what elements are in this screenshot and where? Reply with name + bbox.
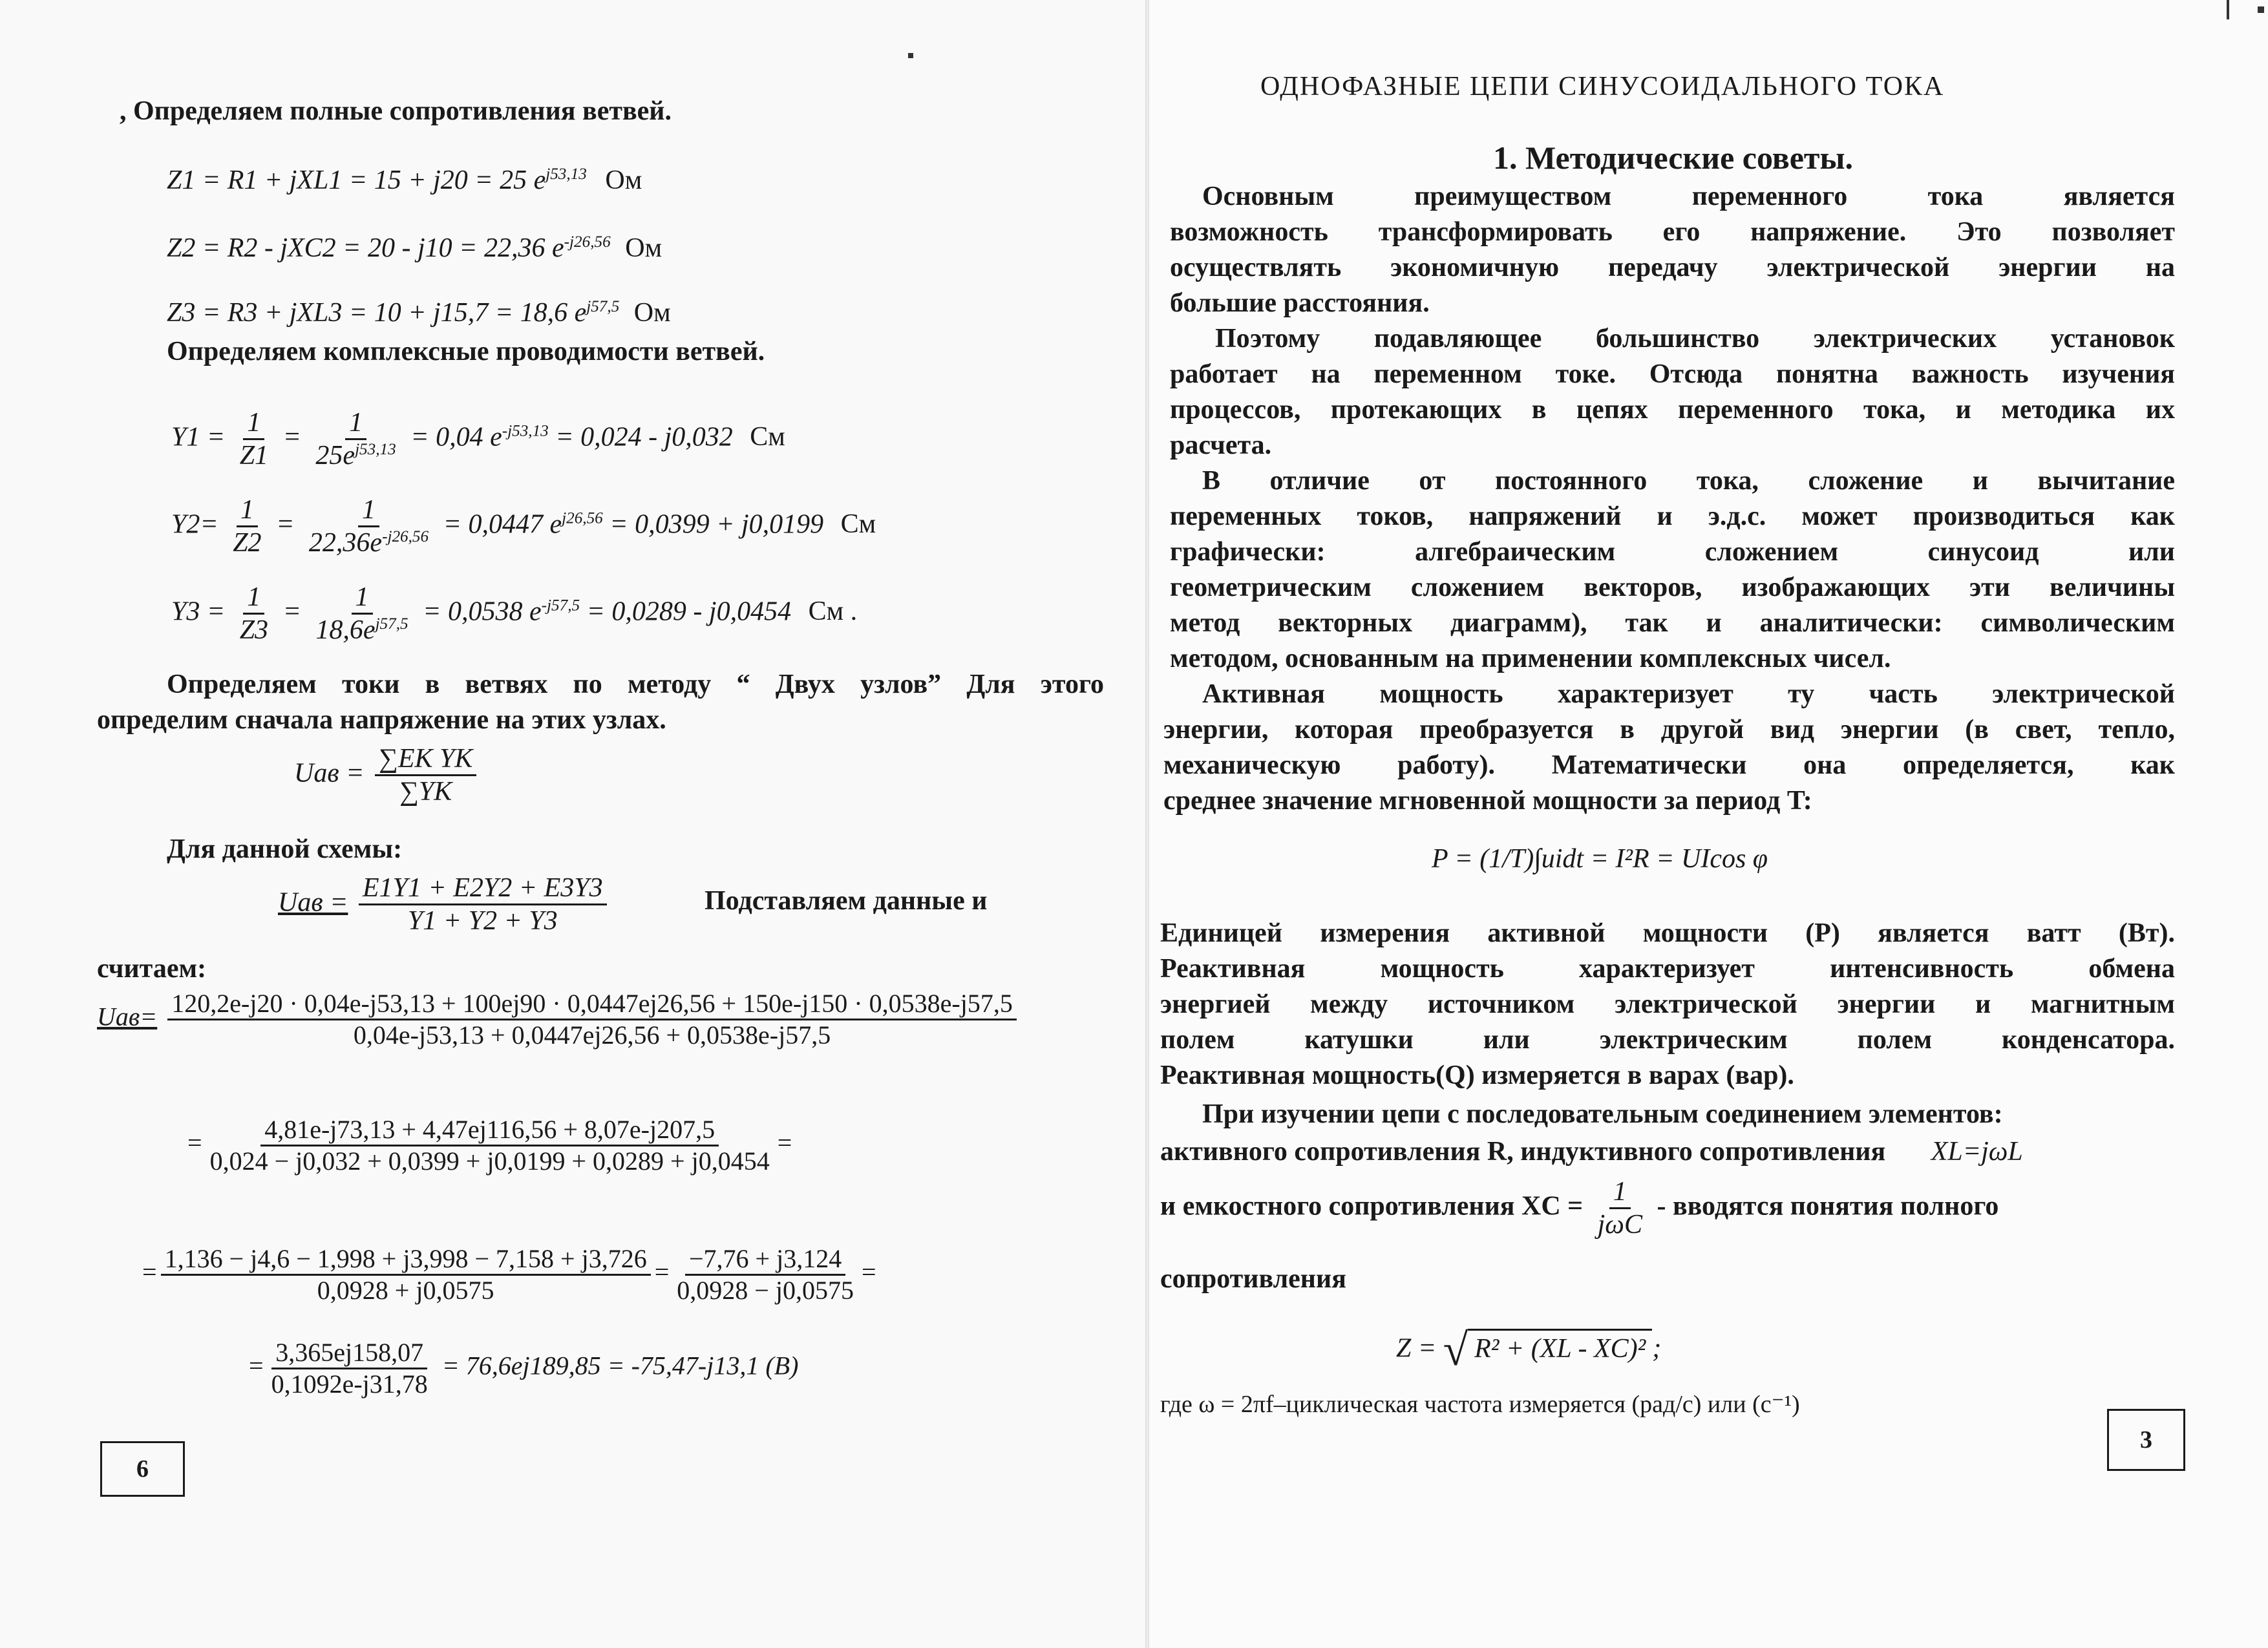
uab-formula (294, 743, 480, 808)
step3-num: 1,136 − j4,6 − 1,998 + j3,998 − 7,158 + j3,726 (161, 1244, 651, 1276)
p4-line: механическую работу). Математически она определяется, как (1163, 750, 2175, 780)
p1-line: возможность трансформировать его напряжение. Это позволяет (1170, 217, 2175, 247)
uab2-num: E1Y1 + E2Y2 + E3Y3 (359, 872, 607, 905)
p3-line: графически: алгебраическим сложением синусоид или (1170, 537, 2175, 567)
left-paragraph-1b: определим сначала напряжение на этих узлах. (97, 705, 666, 735)
right-page-number: 3 (2107, 1409, 2185, 1471)
y2-unit: См (840, 509, 876, 540)
z1-exponent: j53,13 (546, 165, 587, 183)
step3-formula: = $\frac{1,136 - j4,6 - 1,998 + j3,998 - 7,158 + j3,726}{0,0928 + j0,0575}$ = $\frac{-7,76 + j3,124}{0,0928 - j0,0575}$ = (142, 1244, 876, 1305)
y3-rhs: = 0,0538 e (423, 597, 542, 627)
p1-line: осуществлять экономичную передачу электрической энергии на (1170, 253, 2175, 282)
left-line-1: , Определяем полные сопротивления ветвей. (120, 96, 672, 126)
y3-f2-den: 18,6e (315, 615, 376, 646)
y1-equation: Y1 = $\frac{1}{Z1}$ = $\frac{1}{25e^{j53,13}}$ = 0,04 $e^{-j53,13} = 0,024 - j0,032$ См (171, 408, 785, 471)
z1-text: Z1 = R1 + jXL1 = 15 + j20 = 25 e (167, 165, 546, 195)
uab-num: ∑EK YK (375, 743, 476, 776)
p3-line: методом, основанным на применении комплексных чисел. (1170, 644, 1891, 673)
big-num: 120,2e-j20 · 0,04e-j53,13 + 100ej90 · 0,0447ej26,56 + 150e-j150 · 0,0538e-j57,5 (167, 989, 1017, 1020)
scan-mark (2227, 0, 2229, 19)
uab2-formula (278, 872, 611, 937)
y1-f2-den: 25e (315, 441, 355, 471)
scan-mark (2258, 6, 2264, 13)
p2-line: расчета. (1170, 430, 1272, 460)
p2-line: Поэтому подавляющее большинство электрических установок (1215, 324, 2175, 354)
y1-unit: См (750, 422, 785, 452)
p2-line: процессов, протекающих в цепях переменного тока, и методика их (1170, 395, 2175, 425)
z-radicand: R² + (XL - XC)² (1468, 1329, 1652, 1364)
z2-unit: Ом (625, 233, 662, 263)
p6-line-e: сопротивления (1160, 1264, 1346, 1294)
z3-equation (167, 297, 671, 328)
z2-text: Z2 = R2 - jXC2 = 20 - j10 = 22,36 e (167, 233, 564, 263)
p5-line: Реактивная мощность(Q) измеряется в варах (вар). (1160, 1061, 1794, 1090)
big-den: 0,04e-j53,13 + 0,0447ej26,56 + 0,0538e-j57,5 (353, 1020, 831, 1050)
uab2-lhs: Uав = (278, 887, 348, 918)
y1-f2-den-exp: j53,13 (355, 441, 396, 459)
left-line-5: считаем: (97, 954, 207, 984)
left-page-number: 6 (100, 1441, 185, 1497)
xc-num: 1 (1609, 1176, 1631, 1209)
z3-exponent: j57,5 (586, 298, 620, 315)
z3-unit: Ом (633, 298, 671, 328)
z-formula (1396, 1325, 1661, 1377)
y1-f1-num: 1 (243, 407, 264, 440)
p5-line: Реактивная мощность характеризует интенсивность обмена (1160, 954, 2175, 984)
y1-rhs2: = 0,024 - j0,032 (555, 422, 733, 452)
y2-f2-den-exp: -j26,56 (382, 528, 429, 546)
page-fold (1145, 0, 1149, 1648)
last-line: где ω = 2πf–циклическая частота измеряется (рад/с) или (с⁻¹) (1160, 1391, 1800, 1418)
big-lhs: Uав= (97, 1002, 158, 1031)
p5-line: энергией между источником электрической энергии и магнитным (1160, 989, 2175, 1019)
y3-f2-num: 1 (352, 582, 373, 615)
z2-equation (167, 233, 662, 264)
y3-f1-den: Z3 (239, 615, 269, 646)
p4-line: среднее значение мгновенной мощности за период T: (1163, 786, 1812, 816)
right-title: ОДНОФАЗНЫЕ ЦЕПИ СИНУСОИДАЛЬНОГО ТОКА (1260, 72, 1945, 101)
step4-num: 3,365ej158,07 (271, 1338, 427, 1369)
p4-line: Активная мощность характеризует ту часть электрической (1202, 679, 2175, 709)
p6-text-b: активного сопротивления R, индуктивного сопротивления (1160, 1137, 1886, 1167)
left-line-3: Для данной схемы: (167, 834, 403, 864)
y3-f1-num: 1 (243, 582, 264, 615)
p3-line: метод векторных диаграмм), так и аналитически: символическим (1170, 608, 2175, 638)
p6-text-c: и емкостного сопротивления XC = (1160, 1191, 1584, 1221)
z-lhs: Z = (1396, 1333, 1437, 1364)
p2-line: работает на переменном токе. Отсюда понятна важность изучения (1170, 359, 2175, 389)
y3-f2-den-exp: j57,5 (375, 615, 408, 633)
xc-den: jωC (1597, 1210, 1642, 1240)
y3-rhs-exp: -j57,5 (541, 597, 580, 615)
y3-rhs2: = 0,0289 - j0,0454 (586, 597, 792, 627)
left-line-2: Определяем комплексные проводимости ветвей. (167, 337, 765, 366)
y2-rhs2: = 0,0399 + j0,0199 (609, 509, 824, 540)
p3-line: геометрическим сложением векторов, изображающих эти величины (1170, 573, 2175, 602)
z1-equation (167, 165, 642, 196)
step3b-den: 0,0928 − j0,0575 (677, 1276, 854, 1305)
xl-formula: XL=jωL (1931, 1137, 2023, 1167)
y1-f2-num: 1 (345, 407, 366, 440)
y1-lhs: Y1 = (171, 422, 226, 452)
y3-equation: Y3 = $\frac{1}{Z3}$ = $\frac{1}{18,6e^{j57,5}}$ = 0,0538 $e^{-j57,5} = 0,0289 - j0,0454$ См . (171, 582, 858, 646)
y2-rhs: = 0,0447 e (443, 509, 562, 540)
step4-formula: = $\frac{3,365ej158,07}{0,1092e-j31,78}$ = 76,6ej189,85 = -75,47-j13,1 (В) (249, 1338, 799, 1399)
uab-lhs: Uав = (294, 758, 365, 788)
p1-line: большие расстояния. (1170, 288, 1430, 318)
step4-den: 0,1092e-j31,78 (271, 1369, 428, 1399)
y2-f1-den: Z2 (233, 528, 262, 558)
y3-unit: См . (808, 597, 858, 627)
left-line-4: Подставляем данные и (705, 886, 988, 916)
y2-equation: Y2= $\frac{1}{Z2}$ = $\frac{1}{22,36e^{-j26,56}}$ = 0,0447 $e^{j26,56} = 0,0399 + j0,0199$ См (171, 495, 876, 558)
p6-line-c (1160, 1176, 1998, 1241)
step3-den: 0,0928 + j0,0575 (317, 1276, 494, 1305)
p3-line: В отличие от постоянного тока, сложение и вычитание (1202, 466, 2175, 496)
step2-den: 0,024 − j0,032 + 0,0399 + j0,0199 + 0,0289 + j0,0454 (209, 1146, 770, 1176)
left-paragraph-1a: Определяем токи в ветвях по методу “ Двух узлов” Для этого (167, 670, 1104, 699)
power-formula: P = (1/T)∫uidt = I²R = UIcos φ (1432, 844, 1768, 874)
y2-lhs: Y2= (171, 509, 218, 540)
step4-rhs: = 76,6ej189,85 = -75,47-j13,1 (В) (441, 1351, 799, 1380)
p5-line: Единицей измерения активной мощности (P) является ватт (Вт). (1160, 918, 2175, 948)
p6-line-a: При изучении цепи с последовательным соединением элементов: (1202, 1099, 2003, 1129)
sqrt-icon: √ (1443, 1326, 1468, 1375)
y2-f2-num: 1 (358, 494, 379, 527)
p1-line: Основным преимуществом переменного тока является (1202, 182, 2175, 211)
y1-f1-den: Z1 (239, 441, 269, 471)
scan-mark (908, 53, 913, 58)
y1-rhs: = 0,04 e (410, 422, 502, 452)
y2-f1-num: 1 (237, 494, 258, 527)
p6-text-d: - вводятся понятия полного (1657, 1191, 1999, 1221)
right-heading: 1. Методические советы. (1493, 140, 1854, 176)
y1-rhs-exp: -j53,13 (502, 422, 549, 440)
p6-line-b (1160, 1136, 2023, 1167)
step2-formula: = $\frac{4,81e-j73,13 + 4,47ej116,56 + 8,07e-j207,5}{0,024 - j0,032 + 0,0399 + j0,0199 + 0,0289 + j0,0454}$ = (187, 1115, 792, 1176)
z1-unit: Ом (605, 165, 642, 195)
uab-den: ∑YK (399, 777, 452, 807)
step3b-num: −7,76 + j3,124 (685, 1244, 845, 1276)
z2-exponent: -j26,56 (564, 233, 611, 251)
p3-line: переменных токов, напряжений и э.д.с. может производиться как (1170, 502, 2175, 531)
p4-line: энергии, которая преобразуется в другой вид энергии (в свет, тепло, (1163, 715, 2175, 745)
uab2-den: Y1 + Y2 + Y3 (407, 906, 558, 936)
y2-f2-den: 22,36e (308, 528, 383, 558)
p5-line: полем катушки или электрическим полем конденсатора. (1160, 1025, 2175, 1055)
y3-lhs: Y3 = (171, 597, 226, 627)
big-formula (97, 989, 1021, 1050)
step2-num: 4,81e-j73,13 + 4,47ej116,56 + 8,07e-j207,5 (260, 1115, 719, 1146)
z-end: ; (1652, 1333, 1662, 1364)
z3-text: Z3 = R3 + jXL3 = 10 + j15,7 = 18,6 e (167, 298, 587, 328)
y2-rhs-exp: j26,56 (562, 509, 603, 527)
